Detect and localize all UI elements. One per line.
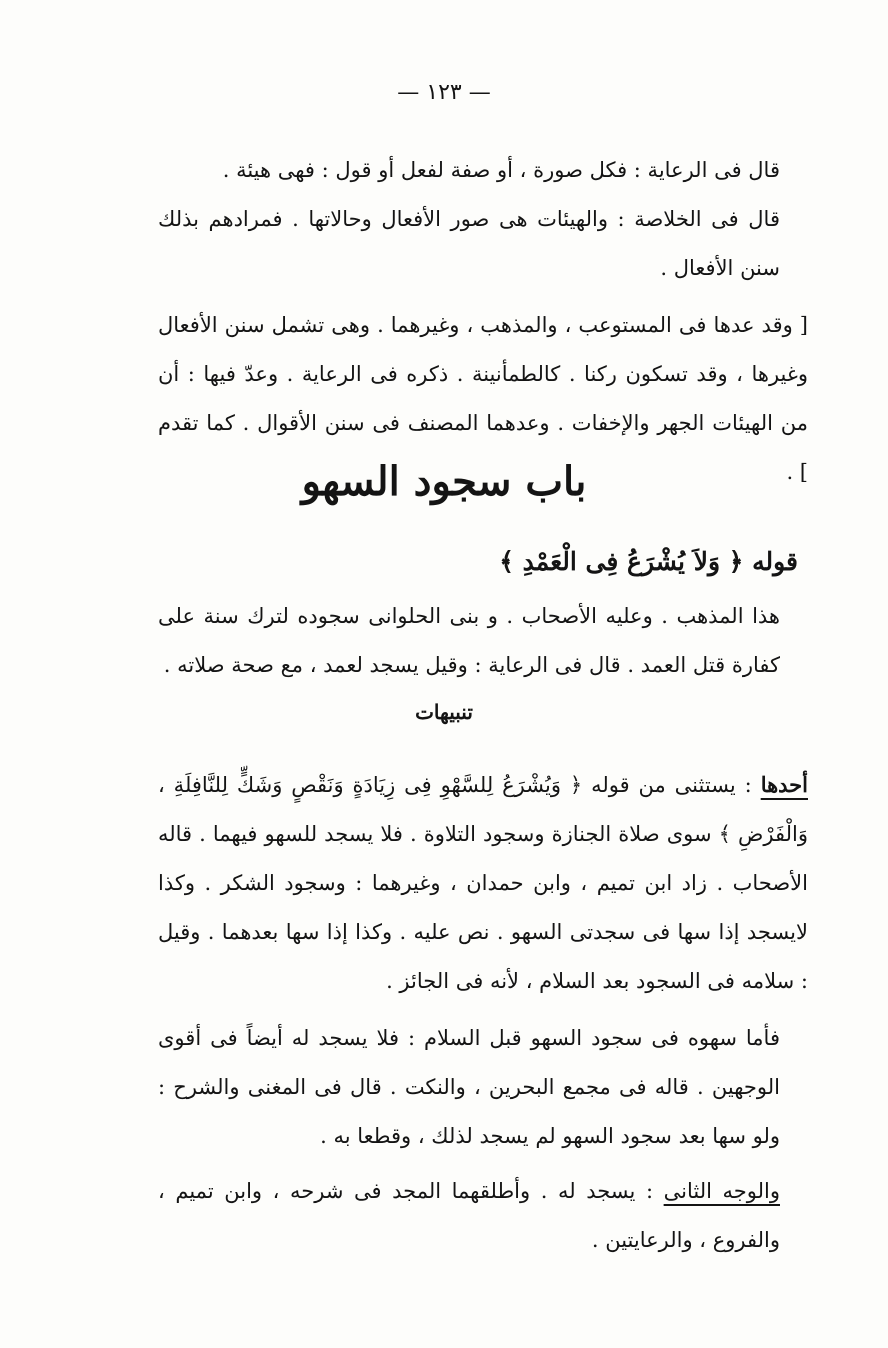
page-number: — ١٢٣ — xyxy=(397,80,491,105)
tanbihat-section xyxy=(158,760,808,1265)
second-aspect-label: والوجه الثانى xyxy=(663,1179,780,1203)
tanbihat-heading: تنبيهات xyxy=(415,700,473,724)
intro-section xyxy=(158,146,808,497)
third-paragraph xyxy=(158,1167,808,1265)
second-aspect-body: : يسجد له . وأطلقهما المجد فى شرحه ، وابن تميم ، والفروع ، والرعايتين . xyxy=(158,1179,780,1252)
chapter-title: باب سجود السهو xyxy=(301,458,587,505)
intro-line-1: قال فى الرعاية : فكل صورة ، أو صفة لفعل أو قول : فهى هيئة . xyxy=(222,158,780,182)
intro-bracket-paragraph: [ وقد عدها فى المستوعب ، والمذهب ، وغيرهما . وهى تشمل سنن الأفعال وغيرها ، وقد تسكون ركنا . كالطمأنينة . ذكره فى الرعاية . وعدّ فيها : أن من الهيئات الجهر والإخفات . وعدهما المصنف فى سنن الأقوال . كما تقدم ] . xyxy=(158,313,808,484)
second-paragraph: فأما سهوه فى سجود السهو قبل السلام : فلا يسجد له أيضاً فى أقوى الوجهين . قاله فى مجمع البحرين ، والنكت . قال فى المغنى والشرح : ولو سها بعد سجود السهو لم يسجد لذلك ، وقطعا به . xyxy=(158,1026,780,1148)
intro-line-2: قال فى الخلاصة : والهيئات هى صور الأفعال وحالاتها . فمرادهم بذلك سنن الأفعال . xyxy=(158,207,780,280)
first-note xyxy=(158,760,808,1006)
section-1-body: هذا المذهب . وعليه الأصحاب . و بنى الحلوانى سجوده لترك سنة على كفارة قتل العمد . قال فى الرعاية : وقيل يسجد لعمد ، مع صحة صلاته . xyxy=(158,604,780,677)
section-1-heading: قوله ﴿ وَلاَ يُشْرَعُ فِى الْعَمْدِ ﴾ xyxy=(499,547,798,576)
first-note-label: أحدها xyxy=(760,772,808,797)
section-1 xyxy=(158,536,808,690)
first-note-body: : يستثنى من قوله ﴿ وَيُشْرَعُ لِلسَّهْوِ فِى زِيَادَةٍ وَنَقْصٍ وَشَكٍّ لِلنَّافِلَةِ ، وَالْفَرْضِ ﴾ سوى صلاة الجنازة وسجود التلاوة . فلا يسجد للسهو فيهما . قاله الأصحاب . زاد ابن تميم ، وابن حمدان ، وغيرهما : وسجود الشكر . وكذا لايسجد إذا سها فى سجدتى السهو . نص عليه . وكذا إذا سها بعدهما . وقيل : سلامه فى السجود بعد السلام ، لأنه فى الجائز . xyxy=(158,773,808,993)
